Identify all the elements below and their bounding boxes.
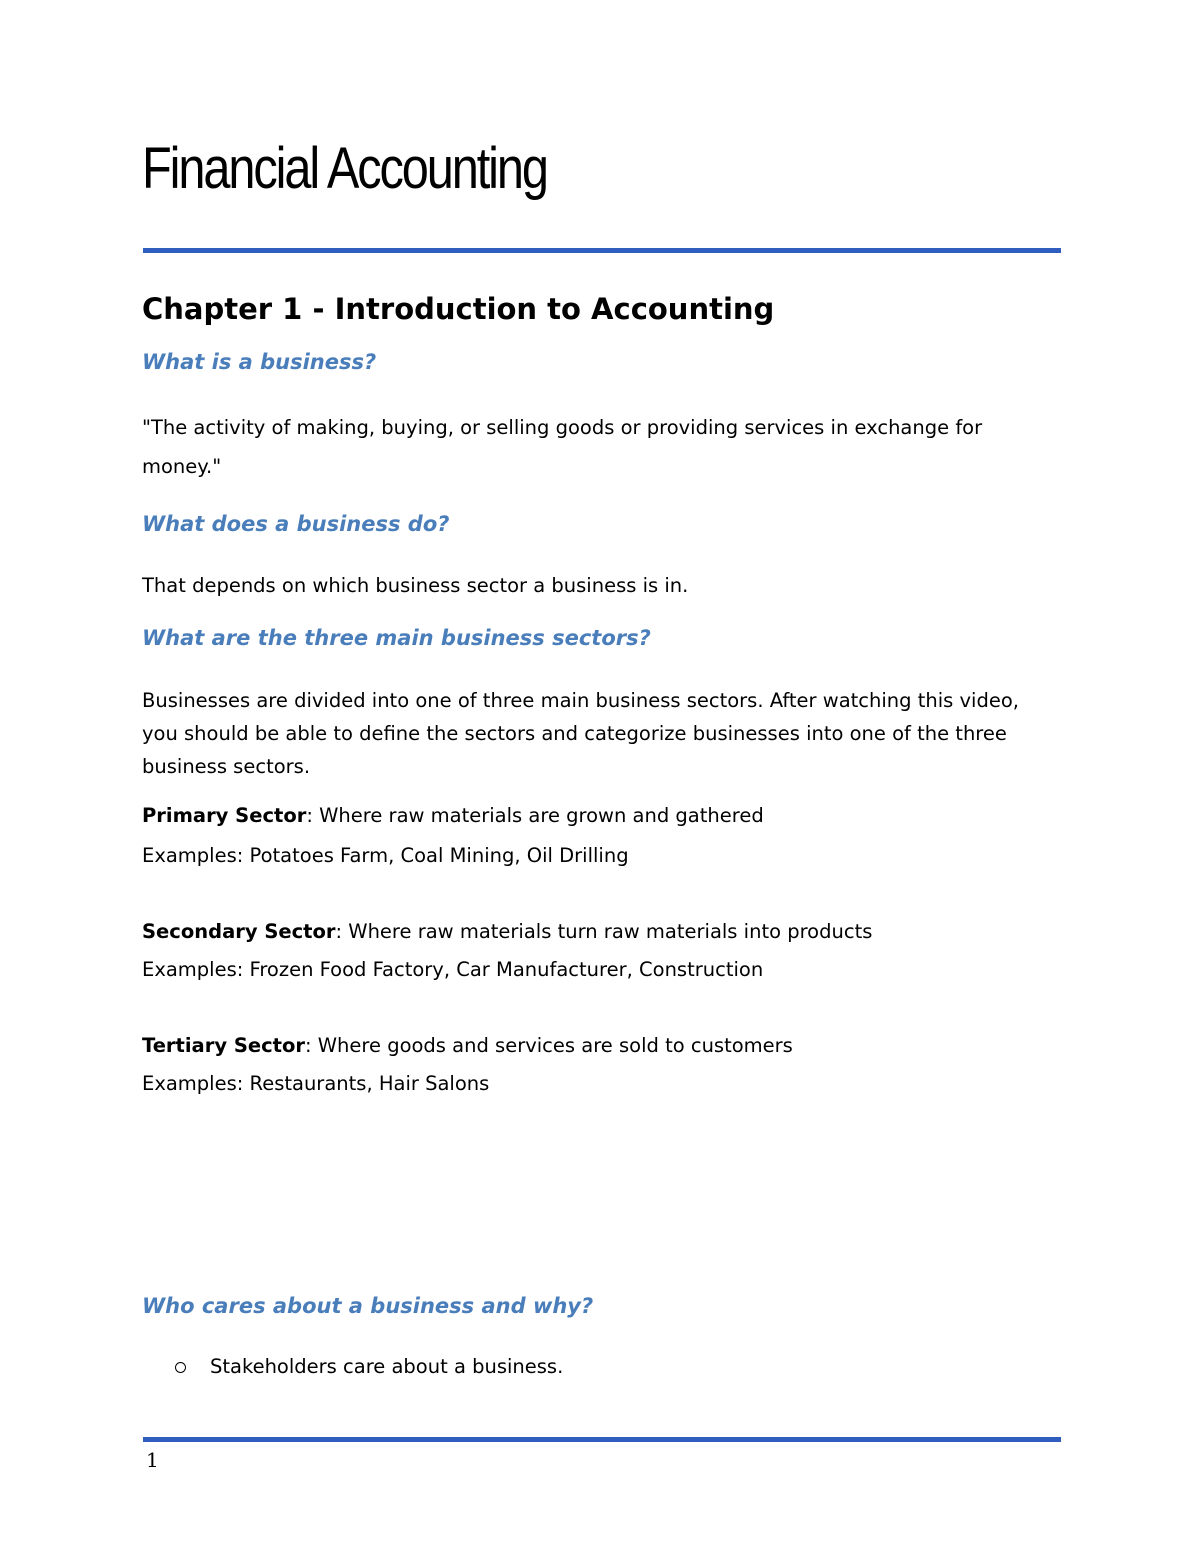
sector-tertiary-description: : Where goods and services are sold to customers (305, 1034, 793, 1057)
sector-secondary-description: : Where raw materials turn raw materials into products (335, 920, 873, 943)
sector-tertiary-examples: Examples: Restaurants, Hair Salons (142, 1072, 490, 1095)
sector-secondary-examples: Examples: Frozen Food Factory, Car Manufacturer, Construction (142, 958, 764, 981)
hollow-bullet-icon (175, 1362, 186, 1373)
sector-secondary-definition (142, 915, 872, 948)
answer-what-is-business: "The activity of making, buying, or selling goods or providing services in exchange for money." (142, 416, 983, 478)
question-what-does-business-do: What does a business do? (142, 512, 450, 536)
chapter-heading: Chapter 1 - Introduction to Accounting (142, 292, 775, 326)
sector-primary-examples: Examples: Potatoes Farm, Coal Mining, Oil Drilling (142, 844, 629, 867)
answer-three-sectors: Businesses are divided into one of three main business sectors. After watching this video, you should be able to define the sectors and categorize businesses into one of the three business sectors. (142, 689, 1019, 778)
bullet-list-item (175, 1355, 563, 1378)
sector-primary-definition (142, 799, 764, 832)
answer-what-does-business-do: That depends on which business sector a business is in. (142, 574, 689, 597)
document-title: Financial Accounting (142, 136, 547, 201)
sector-primary-name: Primary Sector (142, 804, 307, 827)
sector-tertiary-name: Tertiary Sector (142, 1034, 305, 1057)
page-number: 1 (146, 1448, 159, 1472)
title-divider (143, 248, 1061, 253)
sector-tertiary-definition (142, 1029, 793, 1062)
question-what-is-business: What is a business? (142, 350, 377, 374)
sector-primary-description: : Where raw materials are grown and gathered (306, 804, 764, 827)
bullet-text: Stakeholders care about a business. (210, 1355, 564, 1378)
question-three-sectors: What are the three main business sectors? (142, 626, 651, 650)
footer-divider (143, 1437, 1061, 1442)
question-who-cares: Who cares about a business and why? (142, 1294, 594, 1318)
sector-secondary-name: Secondary Sector (142, 920, 336, 943)
